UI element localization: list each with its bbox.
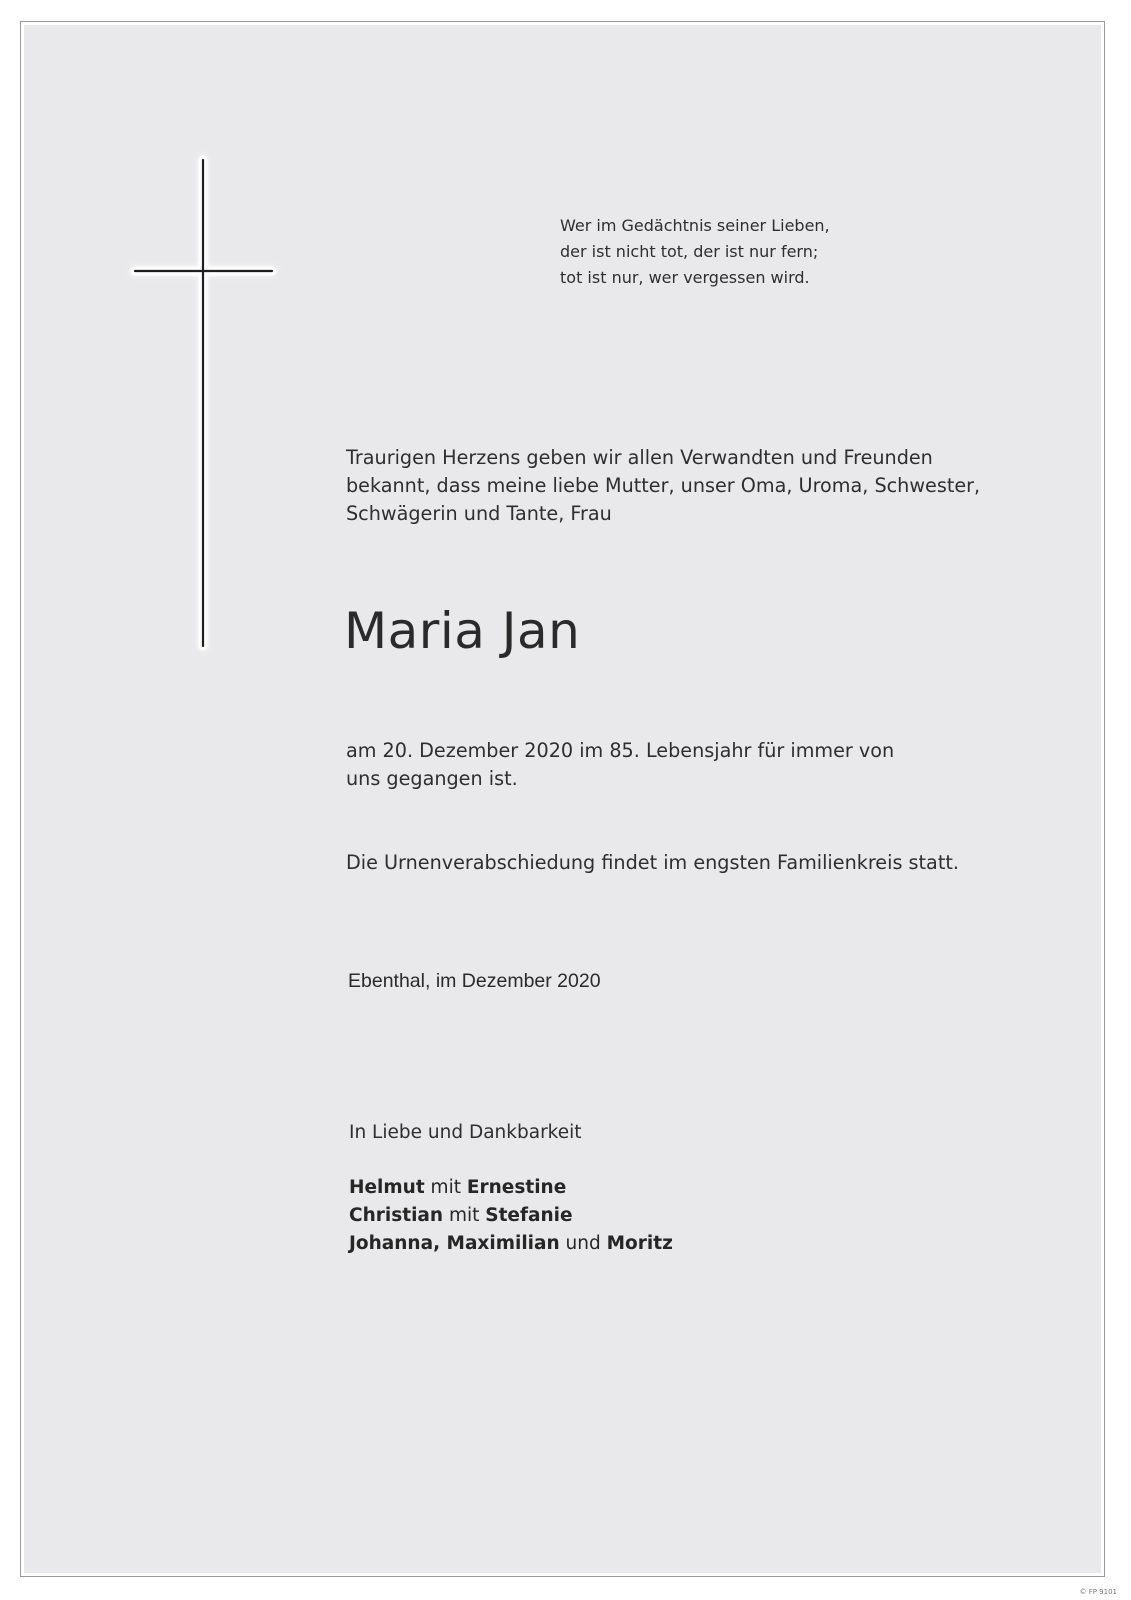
quote-line: der ist nicht tot, der ist nur fern; (560, 242, 819, 261)
intro-line: Schwägerin und Tante, Frau (346, 502, 612, 525)
ceremony-notice: Die Urnenverabschiedung findet im engsten Familienkreis statt. (346, 851, 959, 874)
deceased-name: Maria Jan (344, 602, 581, 660)
quote-line: tot ist nur, wer vergessen wird. (560, 268, 810, 287)
family-name: Johanna, Maximilian (349, 1233, 560, 1254)
intro-line: bekannt, dass meine liebe Mutter, unser Oma, Uroma, Schwester, (346, 474, 981, 497)
announcement-intro (346, 444, 980, 528)
death-notice (346, 737, 894, 793)
death-line: uns gegangen ist. (346, 767, 518, 790)
family-row (349, 1230, 673, 1258)
page-frame (20, 21, 1105, 1577)
family-name: Ernestine (466, 1177, 567, 1198)
death-line: am 20. Dezember 2020 im 85. Lebensjahr für immer von (346, 739, 895, 762)
family-name: Christian (349, 1205, 444, 1226)
intro-line: Traurigen Herzens geben wir allen Verwandten und Freunden (346, 446, 933, 469)
copyright-mark: © FP 9101 (1079, 1588, 1117, 1596)
place-date: Ebenthal, im Dezember 2020 (348, 970, 601, 992)
family-separator: mit (443, 1205, 486, 1226)
quote-line: Wer im Gedächtnis seiner Lieben, (560, 216, 830, 235)
family-row (349, 1174, 673, 1202)
family-name: Helmut (349, 1177, 425, 1198)
memorial-quote (560, 213, 830, 291)
family-name: Stefanie (485, 1205, 573, 1226)
family-row (349, 1202, 673, 1230)
family-separator: mit (424, 1177, 467, 1198)
family-separator: und (559, 1233, 607, 1254)
obituary-card (24, 25, 1101, 1573)
cross-icon (24, 25, 324, 725)
family-name: Moritz (606, 1233, 673, 1254)
family-signatures (349, 1174, 673, 1258)
closing-phrase: In Liebe und Dankbarkeit (349, 1122, 582, 1143)
